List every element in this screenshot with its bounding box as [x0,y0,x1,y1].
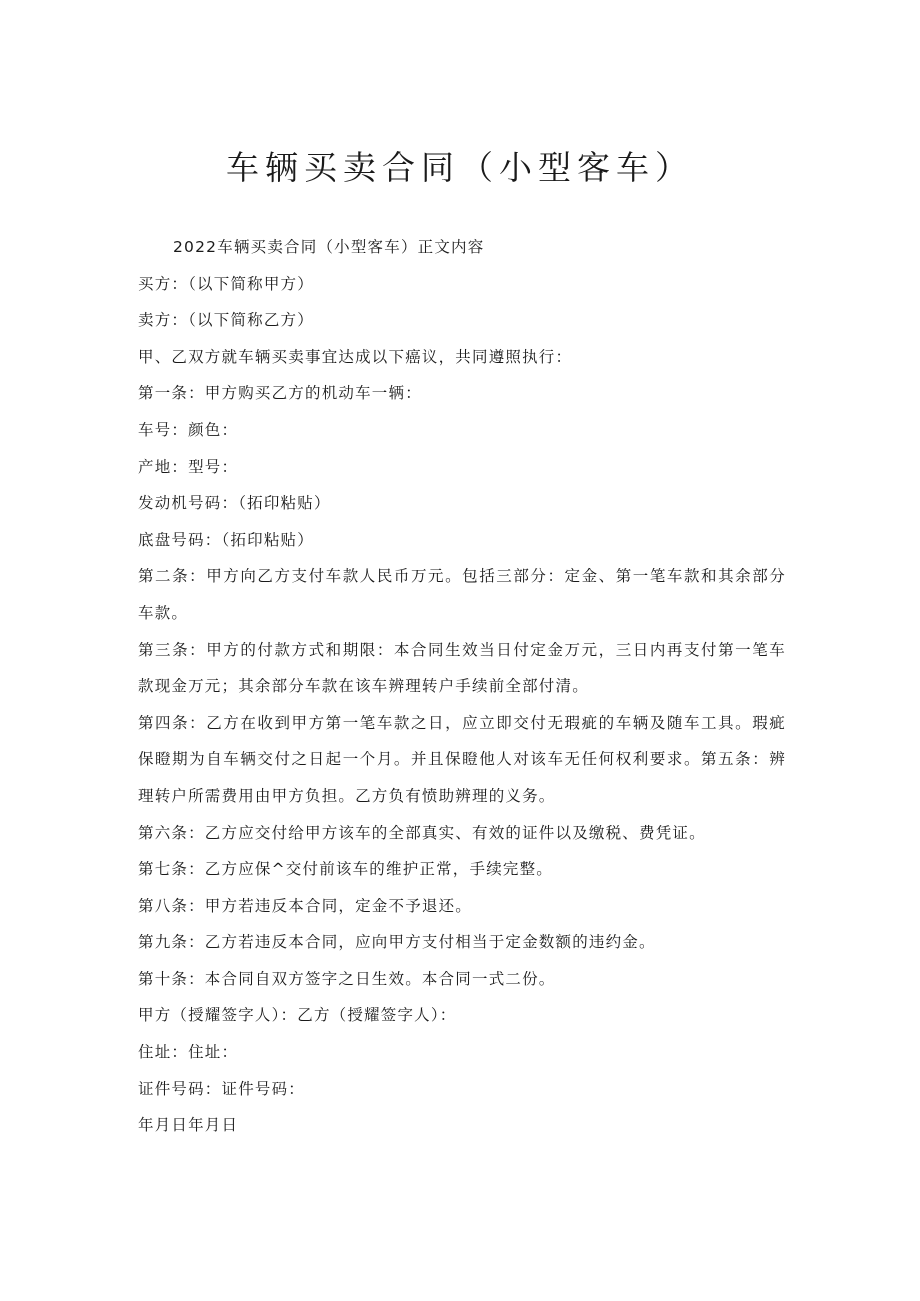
clause-4-5: 第四条：乙方在收到甲方第一笔车款之日，应立即交付无瑕疵的车辆及随车工具。瑕疵保瞪期为自车辆交付之日起一个月。并且保瞪他人对该车无任何权利要求。第五条：辨理转户所需费用由甲方负担。乙方负有愤助辨理的义务。 [138,713,786,805]
chassis-number-line: 底盘号码：（拓印粘贴） [138,530,314,549]
clause-1: 第一条：甲方购买乙方的机动车一辆： [138,384,422,403]
seller-line: 卖方：（以下简称乙方） [138,311,314,330]
clause-2: 第二条：甲方向乙方支付车款人民币万元。包括三部分：定金、第一笔车款和其余部分车款。 [138,567,786,622]
plate-color-line: 车号：颜色： [138,420,239,439]
clause-9: 第九条：乙方若违反本合同，应向甲方支付相当于定金数额的违约金。 [138,933,656,952]
clause-8: 第八条：甲方若违反本合同，定金不予退还。 [138,896,473,915]
id-number-line: 证件号码：证件号码： [138,1079,306,1098]
clause-3: 第三条：甲方的付款方式和期限：本合同生效当日付定金万元，三日内再支付第一笔车款现金万元；其余部分车款在该车辨理转户手续前全部付清。 [138,640,786,696]
signatories-line: 甲方（授耀签字人）：乙方（授耀签字人）： [138,1006,457,1025]
clause-10: 第十条：本合同自双方签字之日生效。本合同一式二份。 [138,969,556,988]
clause-7: 第七条：乙方应保^交付前该车的维护正常，手续完整。 [138,860,553,879]
engine-number-line: 发动机号码：（拓印粘贴） [138,494,331,513]
clause-6: 第六条：乙方应交付给甲方该车的全部真实、有效的证件以及缴税、费凭证。 [138,823,706,842]
origin-model-line: 产地：型号： [138,457,239,476]
document-body [138,229,786,1144]
subtitle-line: 2022车辆买卖合同（小型客车）正文内容 [173,238,485,256]
address-line: 住址：住址： [138,1043,239,1062]
document-title: 车辆买卖合同（小型客车） [226,148,694,187]
date-line: 年月日年月日 [138,1116,239,1135]
buyer-line: 买方：（以下简称甲方） [138,274,314,293]
agreement-intro: 甲、乙双方就车辆买卖事宜达成以下癌议，共同遵照执行： [138,347,573,366]
